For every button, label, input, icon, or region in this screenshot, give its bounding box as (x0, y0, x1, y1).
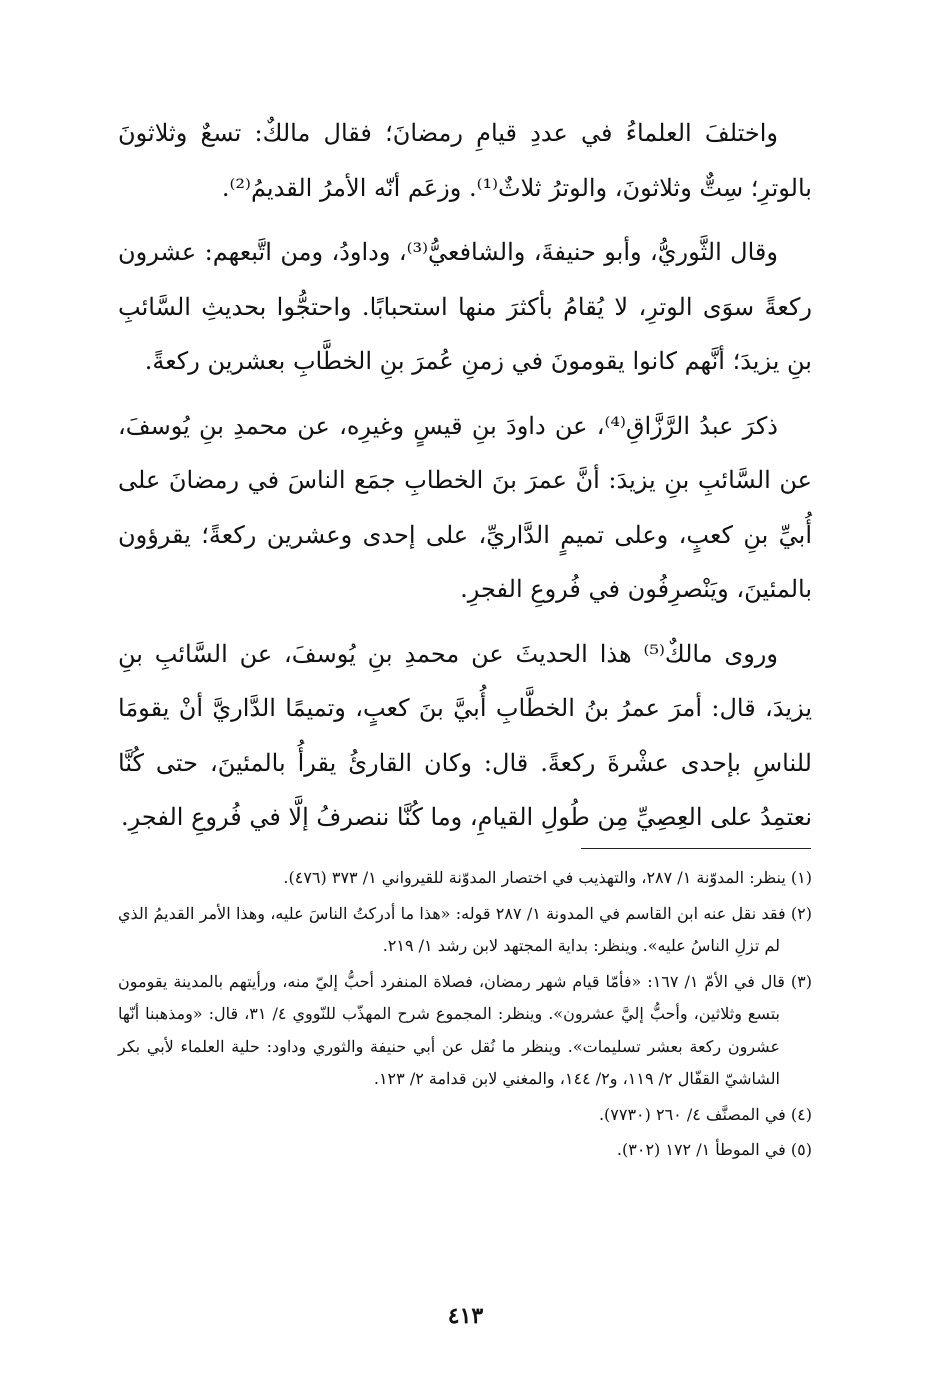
page-number: ٤١٣ (447, 1303, 484, 1329)
main-text (118, 106, 812, 855)
footnote-1: (١) ينظر: المدوّنة ١/ ٢٨٧، والتهذيب في اختصار المدوّنة للقيرواني ١/ ٣٧٣ (٤٧٦). (283, 868, 812, 887)
paragraph-3: ذكرَ عبدُ الرَّزَّاقِ⁽⁴⁾، عن داودَ بنِ قيسٍ وغيرِه، عن محمدِ بنِ يُوسفَ، عن السَّائبِ بنِ يزيدَ: أنَّ عمرَ بنَ الخطابِ جمَع الناسَ في رمضانَ على أُبيِّ بنِ كعبٍ، وعلى تميمٍ الدَّاريِّ، على إحدى وعشرين ركعةً؛ يقرؤون بالمئينَ، ويَنْصرِفُون في فُروعِ الفجرِ. (118, 411, 812, 603)
paragraph-1: واختلفَ العلماءُ في عددِ قيامِ رمضانَ؛ فقال مالكٌ: تسعٌ وثلاثونَ بالوترِ؛ سِتٌّ وثلاثونَ، والوترُ ثلاثٌ⁽¹⁾. وزعَم أنّه الأمرُ القديمُ⁽²⁾. (118, 119, 812, 202)
paragraph-2: وقال الثَّوريُّ، وأبو حنيفةَ، والشافعيُّ⁽³⁾، وداودُ، ومن اتَّبعهم: عشرون ركعةً سوَى الوترِ، لا يُقامُ بأكثرَ منها استحبابًا. واحتجُّوا بحديثِ السَّائبِ بنِ يزيدَ؛ أنَّهم كانوا يقومونَ في زمنِ عُمرَ بنِ الخطَّابِ بعشرين ركعةً. (118, 238, 812, 375)
footnotes (118, 862, 812, 1170)
footnote-3: (٣) قال في الأمّ ١/ ١٦٧: «فأمّا قيام شهر رمضان، فصلاة المنفرد أحبُّ إليّ منه، ورأيتهم بالمدينة يقومون بتسع وثلاثين، وأحبُّ إليَّ عشرون». وينظر: المجموع شرح المهذّب للنّووي ٤/ ٣١، قال: «ومذهبنا أنّها عشرون ركعة بعشر تسليمات». وينظر ما نُقل عن أبي حنيفة والثوري وداود: حلية العلماء لأبي بكر الشاشيّ القفّال ٢/ ١١٩، و٢/ ١٤٤، والمغني لابن قدامة ٢/ ١٢٣. (118, 971, 813, 1088)
paragraph-4: وروى مالكٌ⁽⁵⁾ هذا الحديثَ عن محمدِ بنِ يُوسفَ، عن السَّائبِ بنِ يزيدَ، قال: أمرَ عمرُ بنُ الخطَّابِ أُبيَّ بنَ كعبٍ، وتميمًا الدَّاريَّ أنْ يقومَا للناسِ بإحدى عشْرةَ ركعةً. قال: وكان القارئُ يقرأُ بالمئينَ، حتى كُنَّا نعتمِدُ على العِصِيِّ مِن طُولِ القيامِ، وما كُنَّا ننصرفُ إلَّا في فُروعِ الفجرِ. (118, 639, 812, 831)
footnote-4: (٤) في المصنَّف ٤/ ٢٦٠ (٧٧٣٠). (598, 1104, 812, 1124)
footnote-5: (٥) في الموطأ ١/ ١٧٢ (٣٠٢). (616, 1140, 812, 1159)
footnote-divider (581, 848, 811, 849)
footnote-2: (٢) فقد نقل عنه ابن القاسم في المدونة ١/ ٢٨٧ قوله: «هذا ما أدركتُ الناسَ عليه، وهذا الأمر القديمُ الذي لم تزلِ الناسُ عليه». وينظر: بداية المجتهد لابن رشد ١/ ٢١٩. (118, 903, 812, 955)
